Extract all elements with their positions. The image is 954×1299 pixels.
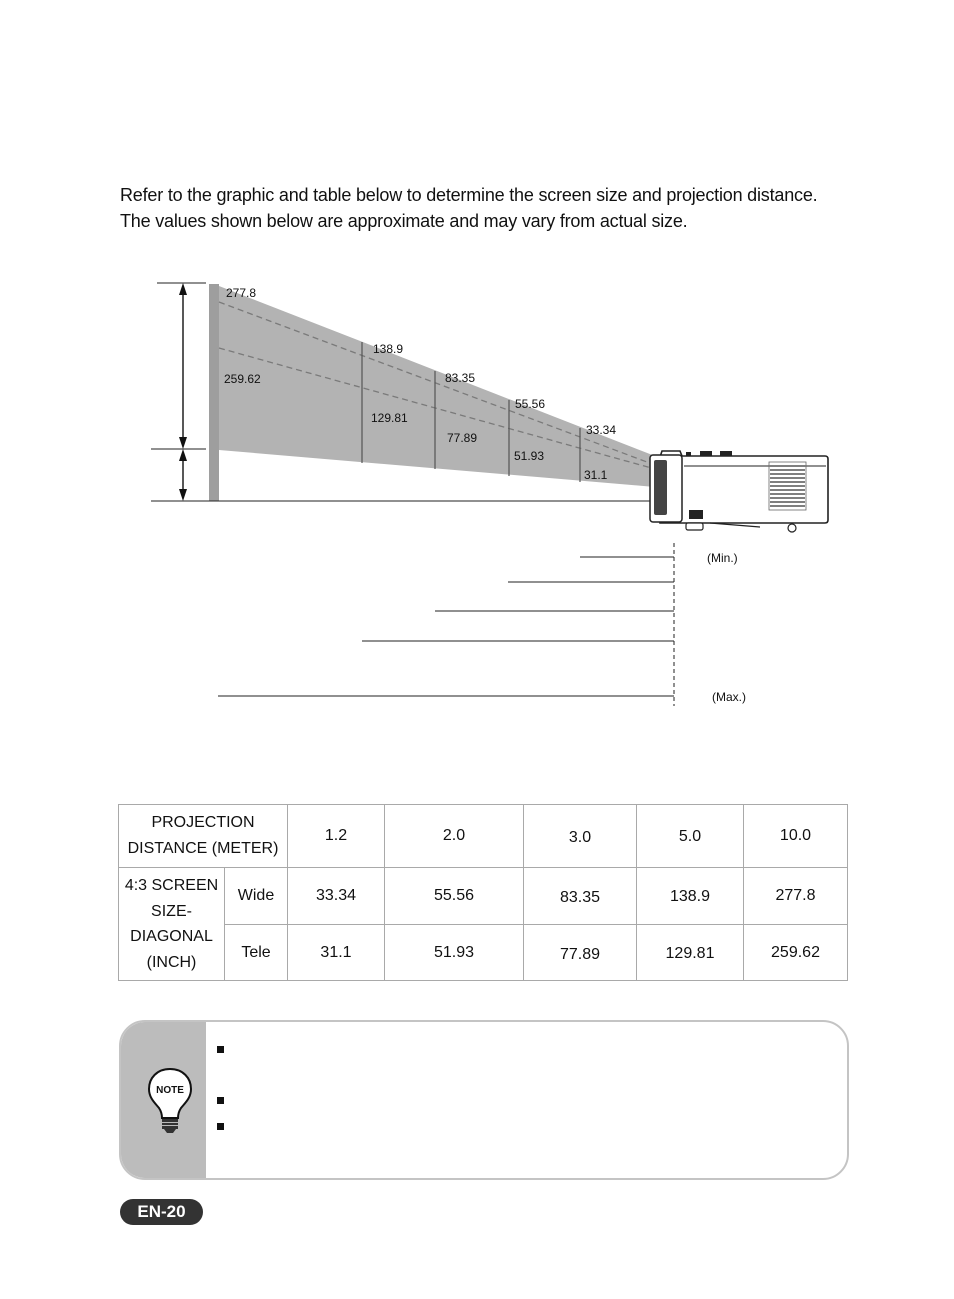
distance-cell: 5.0 (637, 805, 744, 868)
wide-label-1m: 33.34 (586, 423, 617, 437)
tele-label: Tele (225, 925, 288, 981)
distance-header-line-1: PROJECTION (151, 814, 255, 831)
arrow-head-down-1 (179, 437, 187, 449)
distance-header-line-2: DISTANCE (METER) (127, 840, 279, 857)
page-number-badge: EN-20 (120, 1199, 203, 1225)
tele-label-5m: 129.81 (371, 411, 408, 425)
wide-label-10m: 277.8 (226, 286, 257, 300)
intro-line-1: Refer to the graphic and table below to determine the screen size and projection distance. (120, 185, 818, 205)
tele-label-3m: 77.89 (447, 431, 478, 445)
distance-cell: 10.0 (744, 805, 848, 868)
projector-icon (650, 451, 828, 532)
tele-label-2m: 51.93 (514, 449, 545, 463)
wide-label-5m: 138.9 (373, 342, 404, 356)
tele-value: 259.62 (744, 925, 848, 981)
wide-label: Wide (225, 868, 288, 925)
note-icon-text: NOTE (156, 1085, 184, 1096)
note-bullet (217, 1046, 224, 1053)
wide-label-2m: 55.56 (515, 397, 546, 411)
intro-text (120, 182, 880, 234)
wide-value: 33.34 (288, 868, 385, 925)
tele-value: 129.81 (637, 925, 744, 981)
distance-cell: 2.0 (385, 805, 524, 868)
projection-table (118, 804, 848, 981)
screen-size-header (119, 868, 225, 981)
note-panel (121, 1022, 206, 1178)
arrow-head-up-1 (179, 283, 187, 295)
tele-value: 31.1 (288, 925, 385, 981)
projection-diagram (0, 270, 954, 720)
tele-label-1m: 31.1 (584, 468, 608, 482)
screen-bar (209, 284, 219, 501)
wide-value: 83.35 (524, 868, 637, 925)
tele-value: 77.89 (524, 925, 637, 981)
wide-value: 55.56 (385, 868, 524, 925)
note-bulb-icon (146, 1066, 194, 1134)
intro-line-2: The values shown below are approximate and may vary from actual size. (120, 211, 688, 231)
screen-size-line-4: (INCH) (146, 953, 197, 971)
tele-label-10m: 259.62 (224, 372, 261, 386)
wide-label-3m: 83.35 (445, 371, 476, 385)
wide-value: 277.8 (744, 868, 848, 925)
distance-header (119, 805, 288, 868)
screen-size-line-2: SIZE- (151, 902, 192, 920)
min-label: (Min.) (707, 551, 738, 565)
note-bullet (217, 1123, 224, 1130)
max-label: (Max.) (712, 690, 746, 704)
distance-cell: 3.0 (524, 805, 637, 868)
tele-value: 51.93 (385, 925, 524, 981)
arrow-head-down-2 (179, 489, 187, 501)
note-box (119, 1020, 849, 1180)
screen-size-line-3: DIAGONAL (130, 928, 213, 945)
distance-cell: 1.2 (288, 805, 385, 868)
wide-value: 138.9 (637, 868, 744, 925)
arrow-head-up-2 (179, 449, 187, 461)
note-bullet (217, 1097, 224, 1104)
screen-size-line-1: 4:3 SCREEN (124, 877, 219, 894)
projection-cone (219, 286, 655, 487)
